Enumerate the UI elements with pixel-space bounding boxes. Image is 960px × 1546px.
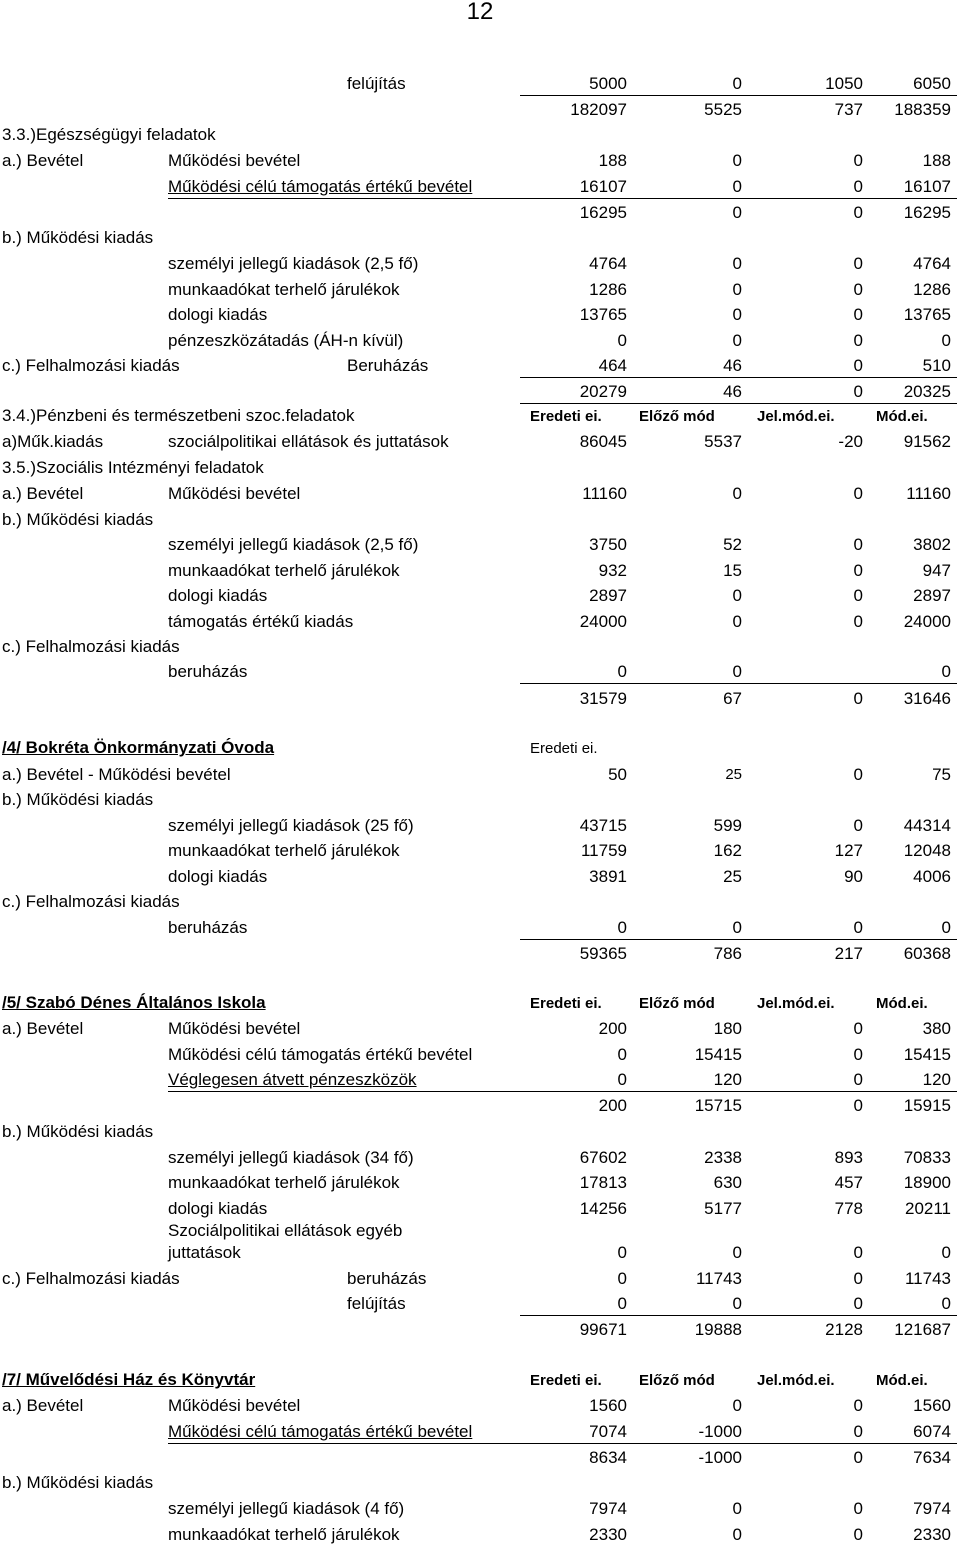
amount-cell: 1286 [589,280,627,299]
amount-cell: 15415 [694,1045,742,1064]
amount-cell: 0 [853,1096,863,1115]
amount-cell: 0 [853,1396,863,1415]
amount-cell: 4006 [913,867,951,886]
amount-cell: 24000 [579,612,627,631]
amount-cell: 0 [853,177,863,196]
amount-cell: 24000 [903,612,951,631]
amount-cell: 188 [922,151,951,170]
row-item-label: dologi kiadás [168,305,268,324]
amount-cell: 180 [713,1019,742,1038]
row-category-label: c.) Felhalmozási kiadás [2,892,180,911]
amount-cell: 188359 [894,100,951,119]
amount-cell: 60368 [903,944,951,963]
row-item-label: pénzeszközátadás (ÁH-n kívül) [168,331,404,350]
amount-cell: 6050 [913,74,951,93]
row-item-label: Működési bevétel [168,151,301,170]
amount-cell: 2330 [589,1525,627,1544]
row-category-label: b.) Működési kiadás [2,790,154,809]
amount-cell: 0 [853,1422,863,1441]
row-item-label: személyi jellegű kiadások (4 fő) [168,1499,405,1518]
amount-cell: 200 [598,1019,627,1038]
amount-cell: 0 [732,254,742,273]
amount-cell: 2338 [704,1148,742,1167]
amount-cell: 25 [723,867,742,886]
column-header: Eredeti ei. [530,740,598,757]
sum-rule-line [520,683,957,684]
amount-cell: 16295 [579,203,627,222]
amount-cell: 778 [834,1199,863,1218]
amount-cell: 5000 [589,74,627,93]
amount-cell: 11743 [904,1269,951,1288]
row-item-label: személyi jellegű kiadások (2,5 fő) [168,535,419,554]
amount-cell: 31646 [903,689,951,708]
amount-cell: 121687 [894,1320,951,1339]
sum-rule-line [168,1091,957,1092]
amount-cell: 90 [844,867,863,886]
amount-cell: 0 [853,561,863,580]
row-item-label: beruházás [168,662,248,681]
section-title: /7/ Művelődési Ház és Könyvtár [2,1370,256,1389]
amount-cell: 200 [598,1096,627,1115]
row-item-label: munkaadókat terhelő járulékok [168,1525,400,1544]
amount-cell: 0 [853,816,863,835]
row-item-label: felújítás [347,1294,406,1313]
row-item-label: munkaadókat terhelő járulékok [168,1173,400,1192]
amount-cell: 14256 [579,1199,627,1218]
amount-cell: 1286 [913,280,951,299]
row-item-label: személyi jellegű kiadások (25 fő) [168,816,414,835]
amount-cell: 0 [732,484,742,503]
amount-cell: 786 [713,944,742,963]
section-title: 3.3.)Egészségügyi feladatok [2,125,216,144]
amount-cell: 11743 [695,1269,742,1288]
amount-cell: 0 [853,765,863,784]
amount-cell: 0 [853,1448,863,1467]
amount-cell: 0 [617,1243,627,1262]
amount-cell: 0 [941,918,951,937]
amount-cell: 13765 [903,305,951,324]
sum-rule-line [520,403,957,404]
column-header: Mód.ei. [876,1372,928,1389]
amount-cell: 0 [732,203,742,222]
amount-cell: 8634 [589,1448,627,1467]
amount-cell: 932 [598,561,627,580]
column-header: Eredeti ei. [530,995,602,1012]
amount-cell: 0 [853,1019,863,1038]
amount-cell: 0 [853,586,863,605]
column-header: Mód.ei. [876,995,928,1012]
amount-cell: 737 [834,100,863,119]
amount-cell: 15 [723,561,742,580]
amount-cell: 15415 [903,1045,951,1064]
amount-cell: 0 [732,1499,742,1518]
row-item-label: támogatás értékű kiadás [168,612,354,631]
amount-cell: -1000 [698,1422,742,1441]
row-item-label: Véglegesen átvett pénzeszközök [168,1070,417,1089]
amount-cell: 0 [732,586,742,605]
section-title: 3.4.)Pénzbeni és természetbeni szoc.feladatok [2,406,355,425]
amount-cell: 6074 [913,1422,951,1441]
amount-cell: 20325 [903,382,951,401]
amount-cell: 1560 [589,1396,627,1415]
amount-cell: 20279 [579,382,627,401]
row-item-label: dologi kiadás [168,586,268,605]
amount-cell: 70833 [903,1148,951,1167]
row-category-label: b.) Működési kiadás [2,510,154,529]
column-header: Előző mód [639,995,715,1012]
amount-cell: 86045 [579,432,627,451]
row-item-label: Működési célú támogatás értékű bevétel [168,1422,473,1441]
amount-cell: 3802 [913,535,951,554]
amount-cell: 0 [732,662,742,681]
row-item-label: beruházás [168,918,248,937]
section-title: /5/ Szabó Dénes Általános Iskola [2,993,266,1012]
amount-cell: 2128 [825,1320,863,1339]
amount-cell: 16107 [903,177,951,196]
section-title: 3.5.)Szociális Intézményi feladatok [2,458,264,477]
amount-cell: 46 [723,356,742,375]
amount-cell: 188 [598,151,627,170]
amount-cell: 2330 [913,1525,951,1544]
amount-cell: 0 [617,1269,627,1288]
column-header: Eredeti ei. [530,408,602,425]
column-header: Előző mód [639,408,715,425]
row-item-label: munkaadókat terhelő járulékok [168,561,400,580]
amount-cell: 0 [732,177,742,196]
amount-cell: 5525 [704,100,742,119]
amount-cell: 0 [853,151,863,170]
amount-cell: 7074 [589,1422,627,1441]
sum-rule-line [168,1443,957,1444]
amount-cell: 0 [732,1396,742,1415]
sum-rule-line [520,95,957,96]
amount-cell: 67602 [579,1148,627,1167]
row-category-label: c.) Felhalmozási kiadás [2,356,180,375]
row-item-label: dologi kiadás [168,1199,268,1218]
row-item-label: felújítás [347,74,406,93]
amount-cell: 19888 [694,1320,742,1339]
amount-cell: 0 [853,484,863,503]
amount-cell: 18900 [903,1173,951,1192]
amount-cell: 7974 [589,1499,627,1518]
row-category-label: b.) Működési kiadás [2,1122,154,1141]
amount-cell: 0 [941,662,951,681]
amount-cell: 5177 [704,1199,742,1218]
amount-cell: 20211 [904,1199,951,1218]
row-item-label: Működési bevétel [168,1396,301,1415]
amount-cell: 0 [853,1499,863,1518]
amount-cell: 182097 [570,100,627,119]
amount-cell: 947 [922,561,951,580]
amount-cell: 510 [922,356,951,375]
amount-cell: 120 [713,1070,742,1089]
amount-cell: 11160 [582,484,627,503]
amount-cell: 0 [617,662,627,681]
amount-cell: 0 [853,1045,863,1064]
row-item-label: Működési bevétel [168,484,301,503]
column-header: Eredeti ei. [530,1372,602,1389]
amount-cell: 12048 [903,841,951,860]
row-category-label: c.) Felhalmozási kiadás [2,637,180,656]
amount-cell: 0 [853,331,863,350]
amount-cell: 0 [732,1243,742,1262]
column-header: Mód.ei. [876,408,928,425]
sum-rule-line [520,377,957,378]
row-category-label: a.) Bevétel - Működési bevétel [2,765,231,784]
column-header: Jel.mód.ei. [757,1372,835,1389]
amount-cell: 0 [941,1243,951,1262]
amount-cell: 31579 [579,689,627,708]
amount-cell: 0 [853,1525,863,1544]
amount-cell: 893 [834,1148,863,1167]
amount-cell: 52 [723,535,742,554]
amount-cell: 16295 [903,203,951,222]
amount-cell: 464 [598,356,627,375]
amount-cell: 0 [853,203,863,222]
amount-cell: 0 [732,305,742,324]
column-header: Jel.mód.ei. [757,408,835,425]
amount-cell: 0 [732,918,742,937]
amount-cell: 0 [941,331,951,350]
row-item-label: beruházás [347,1269,427,1288]
amount-cell: 0 [853,356,863,375]
amount-cell: 0 [732,1294,742,1313]
amount-cell: 0 [617,331,627,350]
amount-cell: 380 [922,1019,951,1038]
amount-cell: 127 [834,841,863,860]
amount-cell: 7634 [913,1448,951,1467]
row-category-label: a.) Bevétel [2,484,84,503]
amount-cell: 0 [732,612,742,631]
amount-cell: 5537 [704,432,742,451]
amount-cell: 15915 [903,1096,951,1115]
row-item-label: Működési célú támogatás értékű bevétel [168,177,473,196]
amount-cell: -1000 [698,1448,742,1467]
sum-rule-line [520,1315,957,1316]
amount-cell: 11160 [906,484,951,503]
amount-cell: 0 [853,1269,863,1288]
amount-cell: 457 [834,1173,863,1192]
amount-cell: 630 [713,1173,742,1192]
amount-cell: 46 [723,382,742,401]
amount-cell: 599 [713,816,742,835]
section-title: /4/ Bokréta Önkormányzati Óvoda [2,738,275,757]
row-category-label: b.) Működési kiadás [2,228,154,247]
amount-cell: 13765 [579,305,627,324]
amount-cell: 0 [617,1070,627,1089]
row-item-label: Szociálpolitikai ellátások egyéb [168,1221,403,1240]
amount-cell: 3891 [589,867,627,886]
row-item-label: személyi jellegű kiadások (2,5 fő) [168,254,419,273]
amount-cell: 0 [732,331,742,350]
row-category-label: a.) Bevétel [2,1019,84,1038]
amount-cell: 0 [732,74,742,93]
row-item-label: dologi kiadás [168,867,268,886]
row-category-label: c.) Felhalmozási kiadás [2,1269,180,1288]
amount-cell: 2897 [589,586,627,605]
amount-cell: 0 [853,689,863,708]
amount-cell: 0 [853,280,863,299]
row-item-label: munkaadókat terhelő járulékok [168,841,400,860]
row-item-label: szociálpolitikai ellátások és juttatások [168,432,449,451]
sum-rule-line [520,939,957,940]
amount-cell: 15715 [694,1096,742,1115]
row-item-label: juttatások [168,1243,241,1262]
amount-cell: 11759 [580,841,627,860]
row-item-label: személyi jellegű kiadások (34 fő) [168,1148,414,1167]
column-header: Jel.mód.ei. [757,995,835,1012]
amount-cell: 91562 [903,432,951,451]
column-header: Előző mód [639,1372,715,1389]
amount-cell: 0 [617,1294,627,1313]
amount-cell: 0 [853,1070,863,1089]
amount-cell: 43715 [579,816,627,835]
amount-cell: 75 [932,765,951,784]
amount-cell: 0 [853,612,863,631]
amount-cell: 25 [725,766,742,783]
amount-cell: 0 [732,280,742,299]
amount-cell: 7974 [913,1499,951,1518]
amount-cell: 0 [853,918,863,937]
page-number: 12 [466,0,494,25]
row-category-label: a.) Bevétel [2,151,84,170]
amount-cell: 0 [853,1294,863,1313]
amount-cell: 99671 [579,1320,627,1339]
row-category-label: a)Műk.kiadás [2,432,104,451]
amount-cell: 4764 [589,254,627,273]
amount-cell: 17813 [579,1173,627,1192]
amount-cell: 59365 [579,944,627,963]
amount-cell: 3750 [589,535,627,554]
row-category-label: b.) Működési kiadás [2,1473,154,1492]
amount-cell: 0 [853,1243,863,1262]
amount-cell: 44314 [903,816,951,835]
sum-rule-line [168,198,957,199]
row-category-label: a.) Bevétel [2,1396,84,1415]
amount-cell: 0 [941,1294,951,1313]
amount-cell: 4764 [913,254,951,273]
amount-cell: 1050 [825,74,863,93]
amount-cell: 0 [853,254,863,273]
amount-cell: 0 [732,151,742,170]
amount-cell: 0 [617,1045,627,1064]
row-item-label: Beruházás [347,356,429,375]
amount-cell: 162 [713,841,742,860]
row-item-label: Működési célú támogatás értékű bevétel [168,1045,473,1064]
amount-cell: 0 [617,918,627,937]
row-item-label: Működési bevétel [168,1019,301,1038]
amount-cell: 0 [732,1525,742,1544]
amount-cell: 217 [834,944,863,963]
amount-cell: 1560 [913,1396,951,1415]
amount-cell: 0 [853,535,863,554]
amount-cell: 67 [723,689,742,708]
amount-cell: -20 [838,432,863,451]
amount-cell: 0 [853,382,863,401]
amount-cell: 2897 [913,586,951,605]
row-item-label: munkaadókat terhelő járulékok [168,280,400,299]
amount-cell: 120 [922,1070,951,1089]
amount-cell: 50 [608,765,627,784]
amount-cell: 16107 [579,177,627,196]
amount-cell: 0 [853,305,863,324]
